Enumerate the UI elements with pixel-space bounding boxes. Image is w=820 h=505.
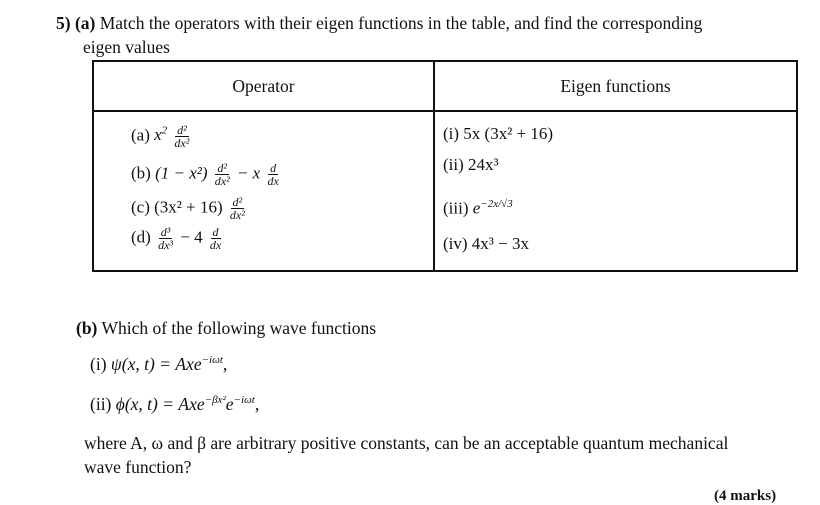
eigenfunctions-cell <box>434 111 797 271</box>
frac-den: dx <box>267 174 279 188</box>
operators-cell <box>93 111 434 271</box>
wave1-tail: , <box>222 354 228 374</box>
frac-num: d² <box>177 123 187 137</box>
frac-den: dx² <box>174 136 190 150</box>
operator-a <box>131 124 192 149</box>
operator-b-label: (b) <box>131 163 151 183</box>
operator-b-fraction <box>213 162 232 187</box>
header-eigen-functions: Eigen functions <box>434 61 797 111</box>
operator-d-label: (d) <box>131 227 151 247</box>
operator-c-pre: (3x² + 16) <box>154 197 223 217</box>
operator-eigenfunction-table <box>92 60 798 272</box>
operator-d-fraction <box>156 226 175 251</box>
part-b-label: (b) <box>76 318 98 338</box>
eigenfunction-iii-base: e <box>472 198 481 218</box>
wave2-exp1: −βx² <box>204 394 226 407</box>
operator-a-fraction <box>172 124 191 149</box>
wave2-mid: e <box>225 394 234 414</box>
paragraph-line-1: where A, ω and β are arbitrary positive constants, can be an acceptable quantum mechanical <box>84 433 729 453</box>
frac-num: d² <box>217 161 228 175</box>
frac-num: d² <box>232 195 243 209</box>
wave1-exp: −iωt <box>201 354 223 367</box>
part-a-continuation: eigen values <box>83 37 170 57</box>
operator-a-label: (a) <box>131 125 150 145</box>
question-5-heading <box>56 12 801 35</box>
frac-den: dx² <box>214 174 230 188</box>
operator-d <box>131 226 224 251</box>
frac-num: d <box>212 225 219 239</box>
operator-c-label: (c) <box>131 197 150 217</box>
frac-num: d³ <box>160 225 171 239</box>
wave-function-2 <box>90 394 259 415</box>
operator-b <box>131 162 282 187</box>
operator-d-fraction-2 <box>208 226 223 251</box>
wave2-exp2: −iωt <box>233 394 255 407</box>
part-a-text: Match the operators with their eigen functions in the table, and find the corresponding <box>99 13 703 33</box>
eigenfunction-ii: (ii) 24x³ <box>443 155 499 174</box>
eigenfunction-iii-label: (iii) <box>443 198 469 218</box>
wave2-expr: ϕ(x, t) = Axe <box>115 394 205 414</box>
marks-label: (4 marks) <box>714 488 777 504</box>
wave1-expr: ψ(x, t) = Axe <box>110 354 202 374</box>
wave-function-1 <box>90 354 227 375</box>
part-b-paragraph <box>84 431 804 479</box>
wave2-tail: , <box>254 394 260 414</box>
operator-c <box>131 196 248 221</box>
frac-den: dx <box>209 238 222 252</box>
operator-c-fraction <box>228 196 247 221</box>
eigenfunction-iv: (iv) 4x³ − 3x <box>443 234 529 253</box>
eigenfunction-iii <box>443 198 513 219</box>
eigenfunction-i: (i) 5x (3x² + 16) <box>443 124 554 143</box>
operator-a-pre <box>154 125 167 144</box>
frac-den: dx² <box>229 208 245 222</box>
question-number: 5) <box>56 13 71 33</box>
part-b-text: Which of the following wave functions <box>101 318 377 338</box>
part-a-label: (a) <box>74 13 96 33</box>
part-b-heading <box>76 318 376 339</box>
paragraph-line-2: wave function? <box>84 457 192 477</box>
wave2-label: (ii) <box>90 394 112 414</box>
operator-a-sup: 2 <box>161 124 168 137</box>
operator-a-x: x <box>154 125 162 145</box>
operator-b-mid: − x <box>236 163 261 183</box>
operator-d-mid: − 4 <box>180 227 203 247</box>
frac-num: d <box>270 161 277 175</box>
operator-b-fraction-2 <box>265 162 280 187</box>
eigenfunction-iii-exp: −2x/√3 <box>480 198 513 210</box>
frac-den: dx³ <box>158 238 174 252</box>
wave1-label: (i) <box>90 354 107 374</box>
header-operator: Operator <box>93 61 434 111</box>
operator-b-pre: (1 − x²) <box>155 163 208 183</box>
